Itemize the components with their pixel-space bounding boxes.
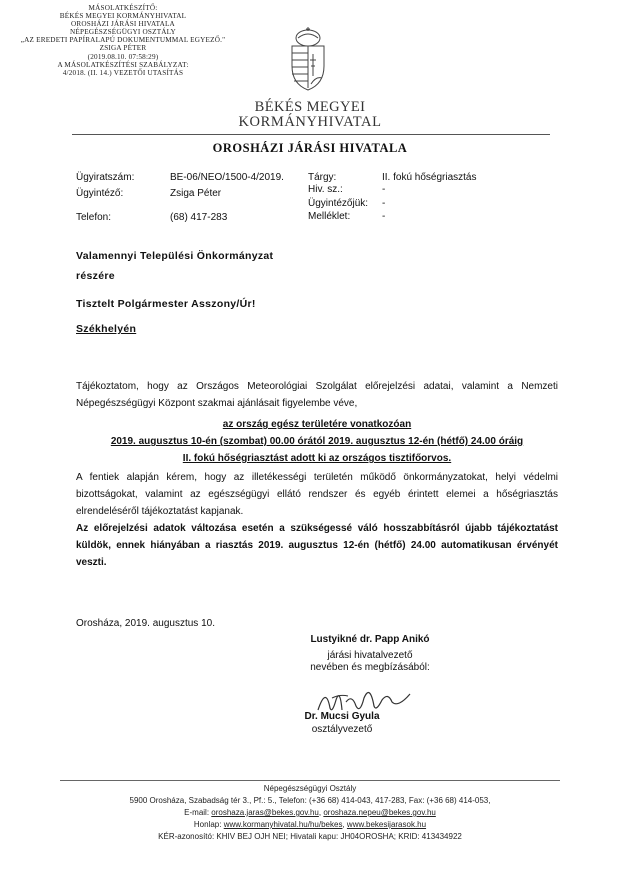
reference-label: Hiv. sz.: <box>308 184 343 195</box>
alert-line: II. fokú hőségriasztást adott ki az országos tisztifőorvos. <box>182 453 452 464</box>
footer-department: Népegészségügyi Osztály <box>263 784 357 793</box>
signer1-delegation: nevében és megbízásából: <box>310 662 430 673</box>
web-link-bekesijarasok[interactable]: www.bekesijarasok.hu <box>346 820 427 829</box>
stamp-line: A MÁSOLATKÉSZÍTÉSI SZABÁLYZAT: <box>57 60 189 69</box>
phone-label: Telefon: <box>76 212 112 223</box>
phone-value: (68) 417-283 <box>170 212 228 223</box>
intro-paragraph: Tájékoztatom, hogy az Országos Meteorológiai Szolgálat előrejelzési adatai, valamint a Nemzeti Népegészségügyi Központ szakmai ajánlásait figyelembe véve, <box>76 381 558 409</box>
stamp-line: MÁSOLATKÉSZÍTŐ: <box>88 4 158 12</box>
stamp-line: BÉKÉS MEGYEI KORMÁNYHIVATAL <box>59 12 187 21</box>
agency-name-line2: KORMÁNYHIVATAL <box>238 114 382 130</box>
their-handler-label: Ügyintézőjük: <box>308 198 369 209</box>
reference-value: - <box>382 184 386 195</box>
stamp-line: 4/2018. (II. 14.) VEZETŐI UTASÍTÁS <box>62 68 184 77</box>
footer-web <box>80 820 540 829</box>
attachment-value: - <box>382 211 386 222</box>
case-number-value: BE-06/NEO/1500-4/2019. <box>170 172 284 183</box>
footer-web-separator: , <box>342 820 345 829</box>
agency-name-line1: BÉKÉS MEGYEI <box>254 99 366 115</box>
case-number-label: Ügyiratszám: <box>76 172 135 183</box>
attachment-label: Melléklet: <box>308 211 351 222</box>
stamp-line: (2019.08.10. 07:58:29) <box>87 52 159 61</box>
scope-line: az ország egész területére vonatkozóan <box>222 419 412 430</box>
handler-value: Zsiga Péter <box>170 188 222 199</box>
place-date: Orosháza, 2019. augusztus 10. <box>76 618 215 629</box>
stamp-line: OROSHÁZI JÁRÁSI HIVATALA <box>71 20 175 29</box>
stamp-line: „AZ EREDETI PAPÍRALAPÚ DOKUMENTUMMAL EGYEZŐ." <box>20 36 226 45</box>
salutation: Tisztelt Polgármester Asszony/Úr! <box>76 298 256 310</box>
email-link-nepeu[interactable]: oroshaza.nepeu@bekes.gov.hu <box>323 808 436 817</box>
footer-divider <box>60 780 560 781</box>
signer1-title: járási hivatalvezető <box>327 650 413 661</box>
footer-address: 5900 Orosháza, Szabadság tér 3., Pf.: 5., Telefon: (+36 68) 414-043, 417-283, Fax: (+36 68) 414-053, <box>129 796 491 805</box>
subject-value: II. fokú hőségriasztás <box>382 172 477 183</box>
footer-email-label: E-mail: <box>184 808 210 817</box>
stamp-line: ZSIGA PÉTER <box>99 44 147 53</box>
signer1-name: Lustyikné dr. Papp Anikó <box>310 634 430 645</box>
footer-email-separator: , <box>318 808 322 817</box>
email-link-jaras[interactable]: oroshaza.jaras@bekes.gov.hu <box>211 808 319 817</box>
subject-label: Tárgy: <box>308 172 337 183</box>
office-name: OROSHÁZI JÁRÁSI HIVATALA <box>212 141 408 155</box>
footer-email <box>80 808 540 817</box>
validity-paragraph: Az előrejelzési adatok változása esetén a szükségessé váló hosszabbításról újabb tájékoztatást küldök, ennek hiányában a riasztás 2019. augusztus 12-én (hétfő) 24.00 automatikusan érvényét veszti. <box>76 523 558 568</box>
addressee-location: Székhelyén <box>76 323 137 335</box>
signer2-title: osztályvezető <box>311 724 373 735</box>
addressee-line2: részére <box>76 270 115 282</box>
web-link-kormanyhivatal[interactable]: www.kormanyhivatal.hu/hu/bekes <box>223 820 343 829</box>
footer-identifiers: KÉR-azonosító: KHIV BEJ OJH NEI; Hivatali kapu: JH04OROSHA; KRID: 413434922 <box>158 832 462 841</box>
request-paragraph: A fentiek alapján kérem, hogy az illetékességi területén működő önkormányzatokat, helyi védelmi bizottságokat, valamint az egészségügyi ellátó rendszer és egyéb érintett elemei a hőségriasztás elrendeléséről tájékoztatást kapjanak. <box>76 472 558 517</box>
header-divider <box>72 134 550 135</box>
period-line: 2019. augusztus 10-én (szombat) 00.00 órától 2019. augusztus 12-én (hétfő) 24.00 óráig <box>110 436 524 447</box>
copy-certification-stamp <box>6 4 240 77</box>
addressee-line1: Valamennyi Települési Önkormányzat <box>76 250 274 262</box>
hungarian-coat-of-arms-icon <box>282 26 334 92</box>
footer-web-label: Honlap: <box>193 820 222 829</box>
signer2-name: Dr. Mucsi Gyula <box>304 711 380 722</box>
stamp-line: NÉPEGÉSZSÉGÜGYI OSZTÁLY <box>70 28 176 37</box>
their-handler-value: - <box>382 198 386 209</box>
handler-label: Ügyintéző: <box>76 188 124 199</box>
